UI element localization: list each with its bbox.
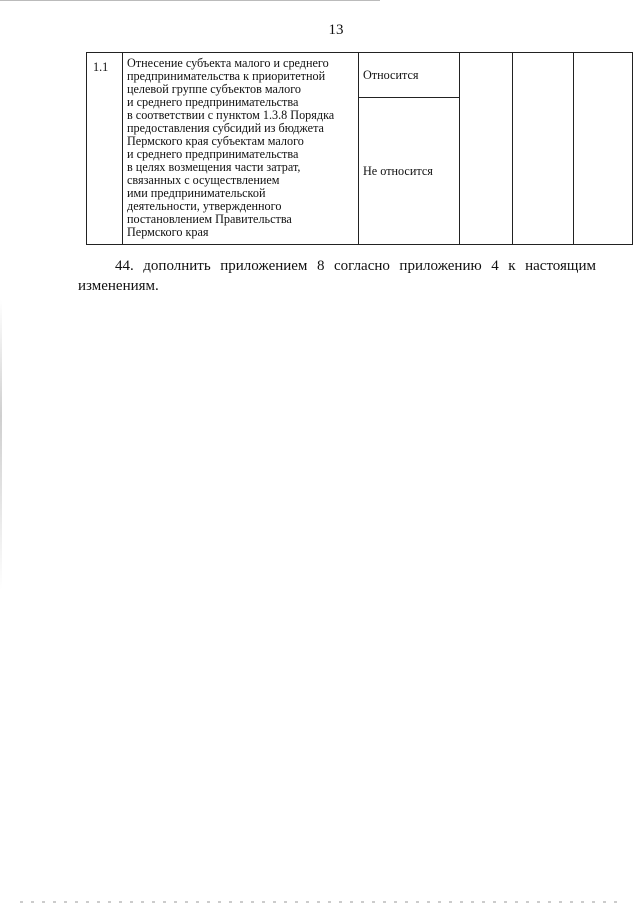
item-description-cell xyxy=(123,53,359,245)
scan-margin-shadow xyxy=(0,300,2,590)
criteria-table xyxy=(86,52,633,245)
page-number: 13 xyxy=(328,22,344,38)
option-label-relates: Относится xyxy=(363,67,419,82)
blank-cell-1 xyxy=(460,53,513,245)
option-cell-not-relates xyxy=(359,98,460,245)
blank-cell-3 xyxy=(574,53,633,245)
table-row xyxy=(87,53,633,98)
top-rule xyxy=(0,0,380,1)
amendment-paragraph: 44. дополнить приложением 8 согласно приложению 4 к настоящим изменениям. xyxy=(78,258,596,294)
row-number-cell: 1.1 xyxy=(87,53,123,245)
item-description-text: Отнесение субъекта малого и среднего предпринимательства к приоритетной целевой группе субъектов малого и среднего предпринимательства в соответствии с пунктом 1.3.8 Порядка предоставления субсидий из бюджета Пермского края субъектам малого и среднего предпринимательства в целях возмещения части затрат, связанных с осуществлением ими предпринимательской деятельности, утвержденного постановлением Правительства Пермского края xyxy=(127,56,335,239)
scan-bottom-noise xyxy=(20,901,620,903)
option-label-not-relates: Не относится xyxy=(363,163,433,178)
option-cell-relates xyxy=(359,53,460,98)
blank-cell-2 xyxy=(513,53,574,245)
